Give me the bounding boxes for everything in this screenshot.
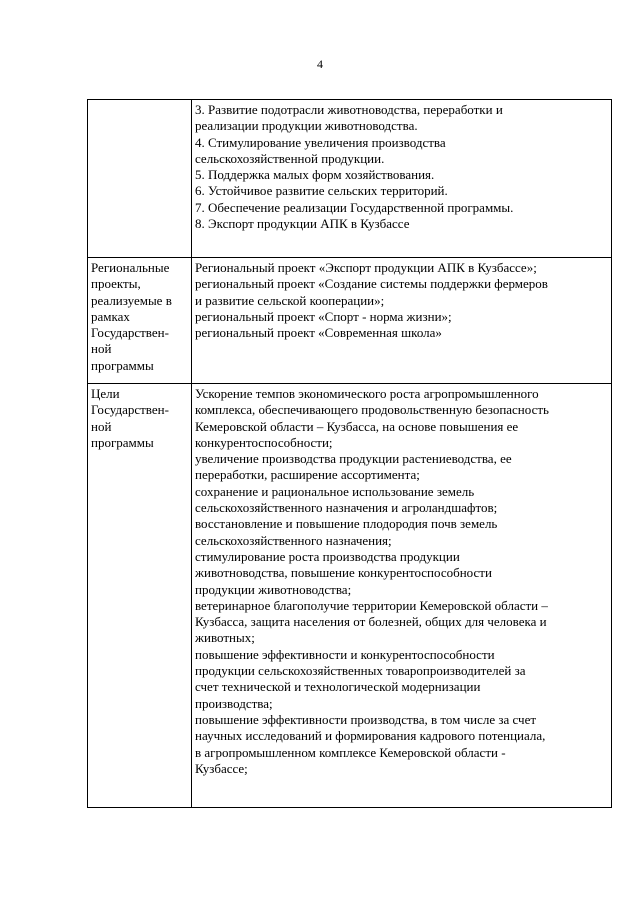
row-text-line: 6. Устойчивое развитие сельских территорий. xyxy=(195,183,448,199)
row-text-line: счет технической и технологической модернизации xyxy=(195,679,481,695)
row-text-line: конкурентоспособности; xyxy=(195,434,333,450)
row-text-line: повышение эффективности и конкурентоспособности xyxy=(195,646,495,662)
row-label-line: рамках xyxy=(91,308,130,324)
row-label-line: реализуемые в xyxy=(91,292,172,308)
row-text-line: 3. Развитие подотрасли животноводства, переработки и xyxy=(195,102,503,117)
row-text-line: переработки, расширение ассортимента; xyxy=(195,467,420,483)
page-number: 4 xyxy=(317,57,323,71)
row-text-line: животных; xyxy=(195,630,255,646)
row-text-line: региональный проект «Спорт - норма жизни»; xyxy=(195,308,452,324)
table-row xyxy=(88,100,612,258)
row-text-line: реализации продукции животноводства. xyxy=(195,118,418,134)
row-text-line: научных исследований и формирования кадрового потенциала, xyxy=(195,728,546,744)
row-text-line: сохранение и рациональное использование земель xyxy=(195,483,475,499)
row-text-line: 5. Поддержка малых форм хозяйствования. xyxy=(195,167,435,183)
row-text-line: сельскохозяйственного назначения и агроландшафтов; xyxy=(195,500,498,516)
program-passport-table xyxy=(87,99,612,808)
row-label-line: Государствен- xyxy=(91,325,169,341)
row-text-line: продукции сельскохозяйственных товаропроизводителей за xyxy=(195,663,526,679)
row-label-cell xyxy=(88,384,192,808)
row-label-line: проекты, xyxy=(91,276,141,292)
row-label-line: ной xyxy=(91,418,112,434)
row-text-line: увеличение производства продукции растениеводства, ее xyxy=(195,451,512,467)
row-label-line: программы xyxy=(91,434,154,450)
row-label-line: Региональные xyxy=(91,260,170,275)
row-text-line: сельскохозяйственной продукции. xyxy=(195,150,385,166)
row-text-line: Кемеровской области – Кузбасса, на основе повышения ее xyxy=(195,418,519,434)
row-text-line: сельскохозяйственного назначения; xyxy=(195,532,392,548)
row-text-line: животноводства, повышение конкурентоспособности xyxy=(195,565,492,581)
row-label-line: ной xyxy=(91,341,112,357)
row-text-line: повышение эффективности производства, в том числе за счет xyxy=(195,711,537,727)
row-text-line: восстановление и повышение плодородия почв земель xyxy=(195,516,498,532)
row-text-line: Кузбасса, защита населения от болезней, общих для человека и xyxy=(195,614,547,630)
row-label-line: Цели xyxy=(91,386,120,401)
row-text-line: 7. Обеспечение реализации Государственной программы. xyxy=(195,199,514,215)
row-text-line: Ускорение темпов экономического роста агропромышленного xyxy=(195,386,539,401)
row-text-line: 8. Экспорт продукции АПК в Кузбассе xyxy=(195,216,410,232)
row-text-line: продукции животноводства; xyxy=(195,581,352,597)
row-content-cell xyxy=(192,100,612,258)
row-text-line: Кузбассе; xyxy=(195,760,248,776)
row-label-line: программы xyxy=(91,357,154,373)
row-text-line: в агропромышленном комплексе Кемеровской области - xyxy=(195,744,506,760)
row-label-line: Государствен- xyxy=(91,402,169,418)
row-text-line: 4. Стимулирование увеличения производства xyxy=(195,134,446,150)
row-content-cell xyxy=(192,258,612,384)
row-text-line: стимулирование роста производства продукции xyxy=(195,548,460,564)
table-row xyxy=(88,258,612,384)
table-row xyxy=(88,384,612,808)
row-text-line: Региональный проект «Экспорт продукции АПК в Кузбассе»; xyxy=(195,260,537,275)
row-content-cell xyxy=(192,384,612,808)
row-text-line: ветеринарное благополучие территории Кемеровской области – xyxy=(195,597,548,613)
row-text-line: региональный проект «Современная школа» xyxy=(195,325,442,341)
row-text-line: комплекса, обеспечивающего продовольственную безопасность xyxy=(195,402,549,418)
row-label-cell xyxy=(88,258,192,384)
row-text-line: региональный проект «Создание системы поддержки фермеров xyxy=(195,276,548,292)
row-text-line: производства; xyxy=(195,695,273,711)
row-label-cell xyxy=(88,100,192,258)
row-text-line: и развитие сельской кооперации»; xyxy=(195,292,385,308)
